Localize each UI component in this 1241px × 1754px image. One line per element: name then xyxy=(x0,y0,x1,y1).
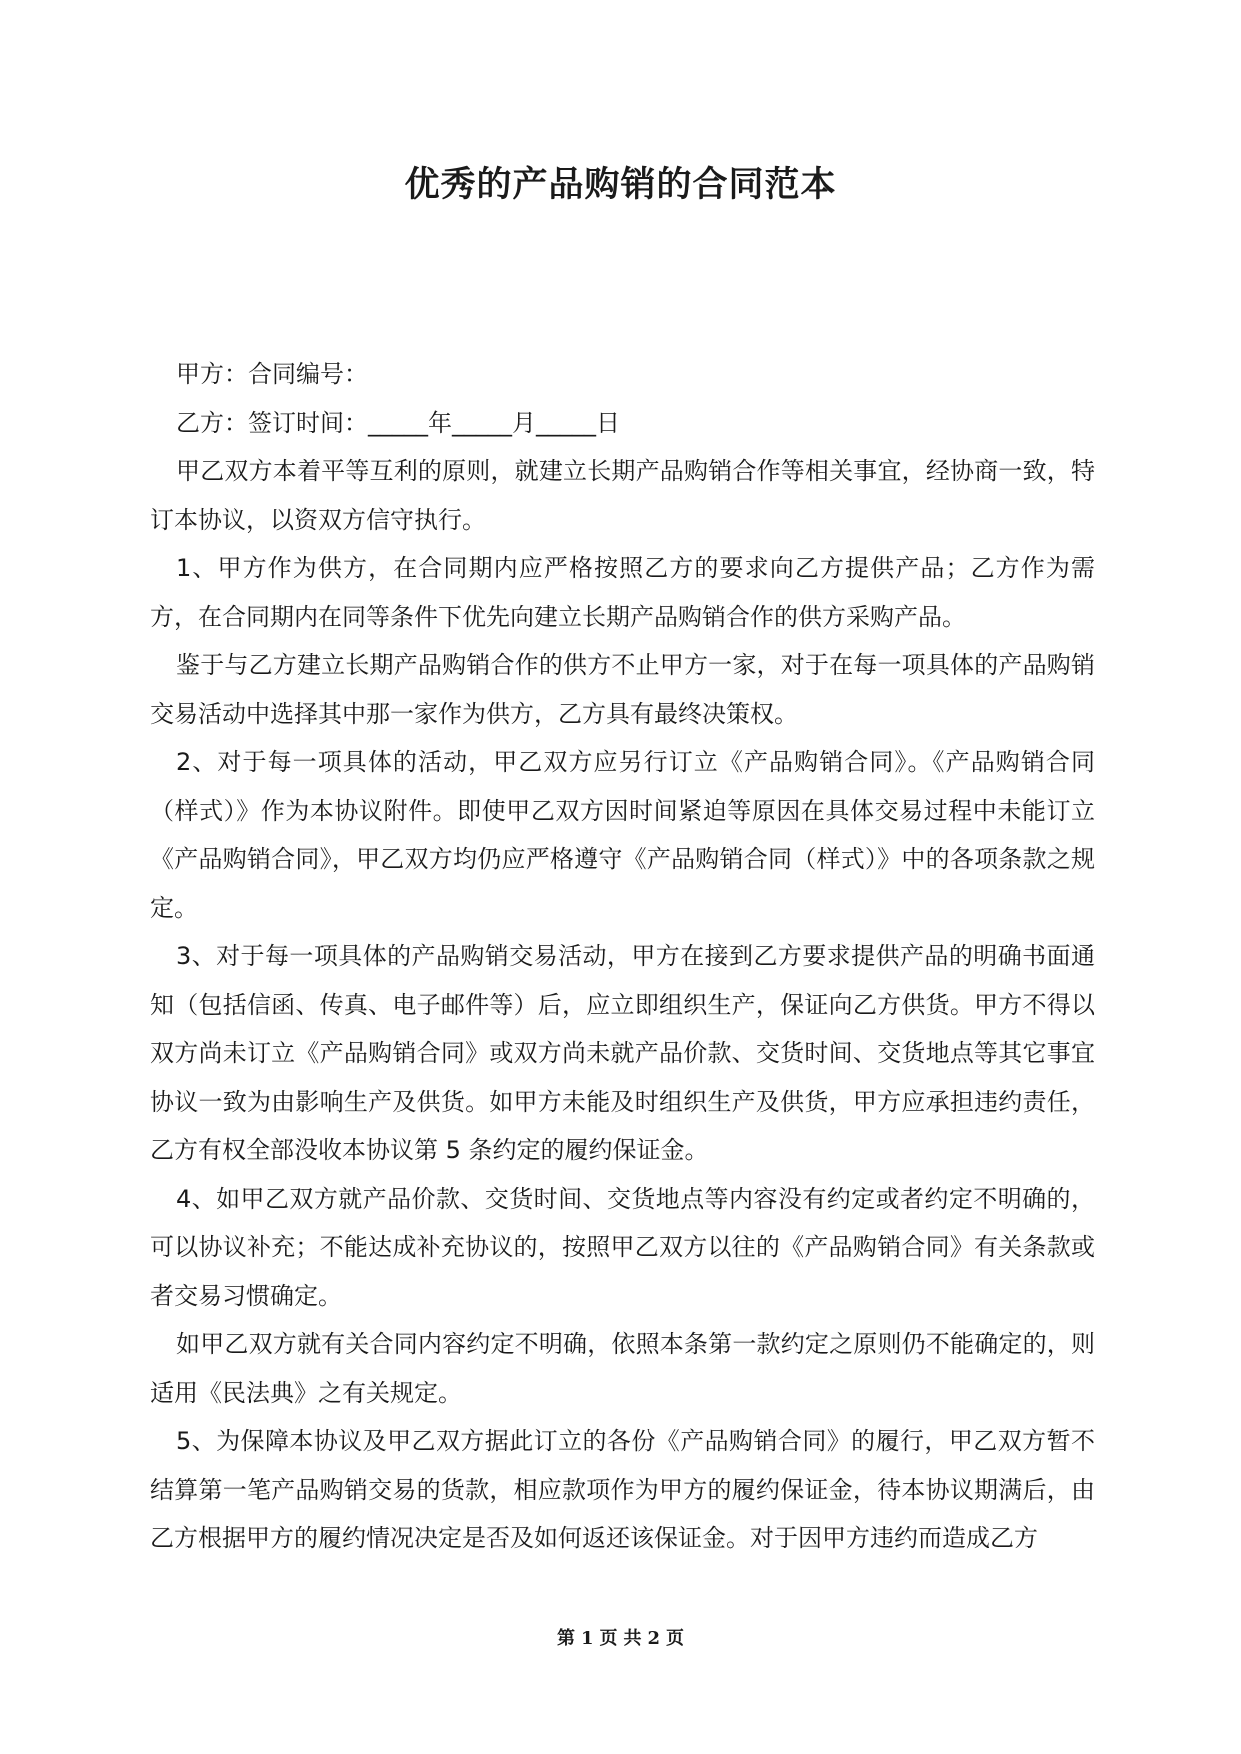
footer-total-prefix: 共 xyxy=(623,1628,642,1649)
preamble-paragraph: 甲乙双方本着平等互利的原则，就建立长期产品购销合作等相关事宜，经协商一致，特订本协议，以资双方信守执行。 xyxy=(150,457,1095,534)
clause-3-paragraph: 3、对于每一项具体的产品购销交易活动，甲方在接到乙方要求提供产品的明确书面通知（包括信函、传真、电子邮件等）后，应立即组织生产，保证向乙方供货。甲方不得以双方尚未订立《产品购销合同》或双方尚未就产品价款、交货时间、交货地点等其它事宜协议一致为由影响生产及供货。如甲方未能及时组织生产及供货，甲方应承担违约责任，乙方有权全部没收本协议第 5 条约定的履约保证金。 xyxy=(150,942,1095,1164)
footer-total-pages: 2 xyxy=(647,1628,661,1649)
party-b-line: 乙方：签订时间：_____年_____月_____日 xyxy=(176,408,620,437)
clause-1-supplement-paragraph: 鉴于与乙方建立长期产品购销合作的供方不止甲方一家，对于在每一项具体的产品购销交易活动中选择其中那一家作为供方，乙方具有最终决策权。 xyxy=(150,651,1095,728)
document-body xyxy=(150,350,1095,1563)
clause-4-supplement-paragraph: 如甲乙双方就有关合同内容约定不明确，依照本条第一款约定之原则仍不能确定的，则适用《民法典》之有关规定。 xyxy=(150,1330,1095,1407)
footer-page-word: 页 xyxy=(599,1628,618,1649)
page-number-footer xyxy=(0,1627,1241,1651)
clause-2-paragraph: 2、对于每一项具体的活动，甲乙双方应另行订立《产品购销合同》。《产品购销合同（样式）》作为本协议附件。即使甲乙双方因时间紧迫等原因在具体交易过程中未能订立《产品购销合同》，甲乙双方均仍应严格遵守《产品购销合同（样式）》中的各项条款之规定。 xyxy=(150,748,1095,922)
clause-5-paragraph: 5、为保障本协议及甲乙双方据此订立的各份《产品购销合同》的履行，甲乙双方暂不结算第一笔产品购销交易的货款，相应款项作为甲方的履约保证金，待本协议期满后，由乙方根据甲方的履约情况决定是否及如何返还该保证金。对于因甲方违约而造成乙方 xyxy=(150,1427,1095,1552)
party-a-line: 甲方：合同编号： xyxy=(176,360,368,388)
clause-1-paragraph: 1、甲方作为供方，在合同期内应严格按照乙方的要求向乙方提供产品；乙方作为需方，在合同期内在同等条件下优先向建立长期产品购销合作的供方采购产品。 xyxy=(150,554,1095,631)
clause-4-paragraph: 4、如甲乙双方就产品价款、交货时间、交货地点等内容没有约定或者约定不明确的，可以协议补充；不能达成补充协议的，按照甲乙双方以往的《产品购销合同》有关条款或者交易习惯确定。 xyxy=(150,1184,1095,1310)
document-title: 优秀的产品购销的合同范本 xyxy=(404,165,837,205)
footer-total-suffix: 页 xyxy=(666,1628,685,1649)
footer-page-prefix: 第 xyxy=(556,1628,575,1649)
footer-current-page: 1 xyxy=(580,1628,594,1649)
